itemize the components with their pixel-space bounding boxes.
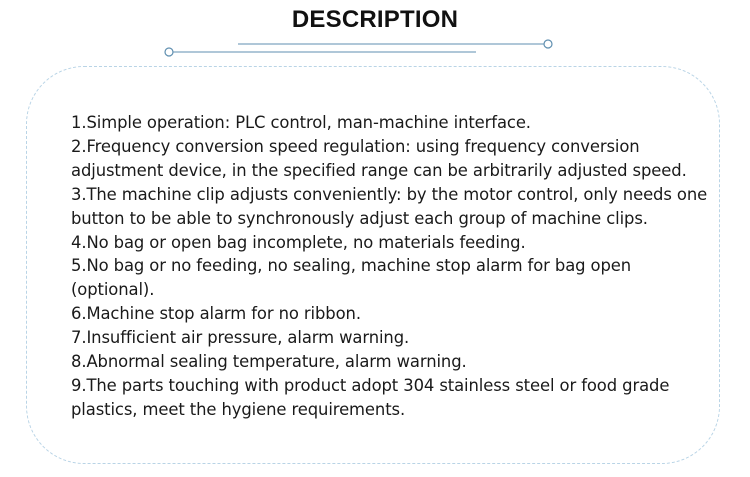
- decor-dot-left: [165, 48, 173, 56]
- list-item: 1.Simple operation: PLC control, man-machine interface.: [71, 113, 531, 132]
- list-item: 9.The parts touching with product adopt 304 stainless steel or food grade plastics, meet the hygiene requirements.: [71, 375, 670, 419]
- list-item: 5.No bag or no feeding, no sealing, machine stop alarm for bag open (optional).: [71, 256, 632, 300]
- page-title: DESCRIPTION: [291, 6, 459, 33]
- list-item: 6.Machine stop alarm for no ribbon.: [71, 304, 361, 324]
- description-list: [71, 111, 711, 422]
- list-item: 3.The machine clip adjusts conveniently: by the motor control, only needs one button to be able to synchronously adjust each group of machine clips.: [71, 184, 708, 228]
- list-item: 7.Insufficient air pressure, alarm warning.: [71, 328, 410, 348]
- decor-dot-right: [544, 40, 552, 48]
- list-item: 2.Frequency conversion speed regulation: using frequency conversion adjustment device, in the specified range can be arbitrarily adjusted speed.: [71, 136, 687, 180]
- title-underline-decoration: [0, 0, 750, 70]
- list-item: 4.No bag or open bag incomplete, no materials feeding.: [71, 232, 526, 252]
- list-item: 8.Abnormal sealing temperature, alarm warning.: [71, 352, 467, 372]
